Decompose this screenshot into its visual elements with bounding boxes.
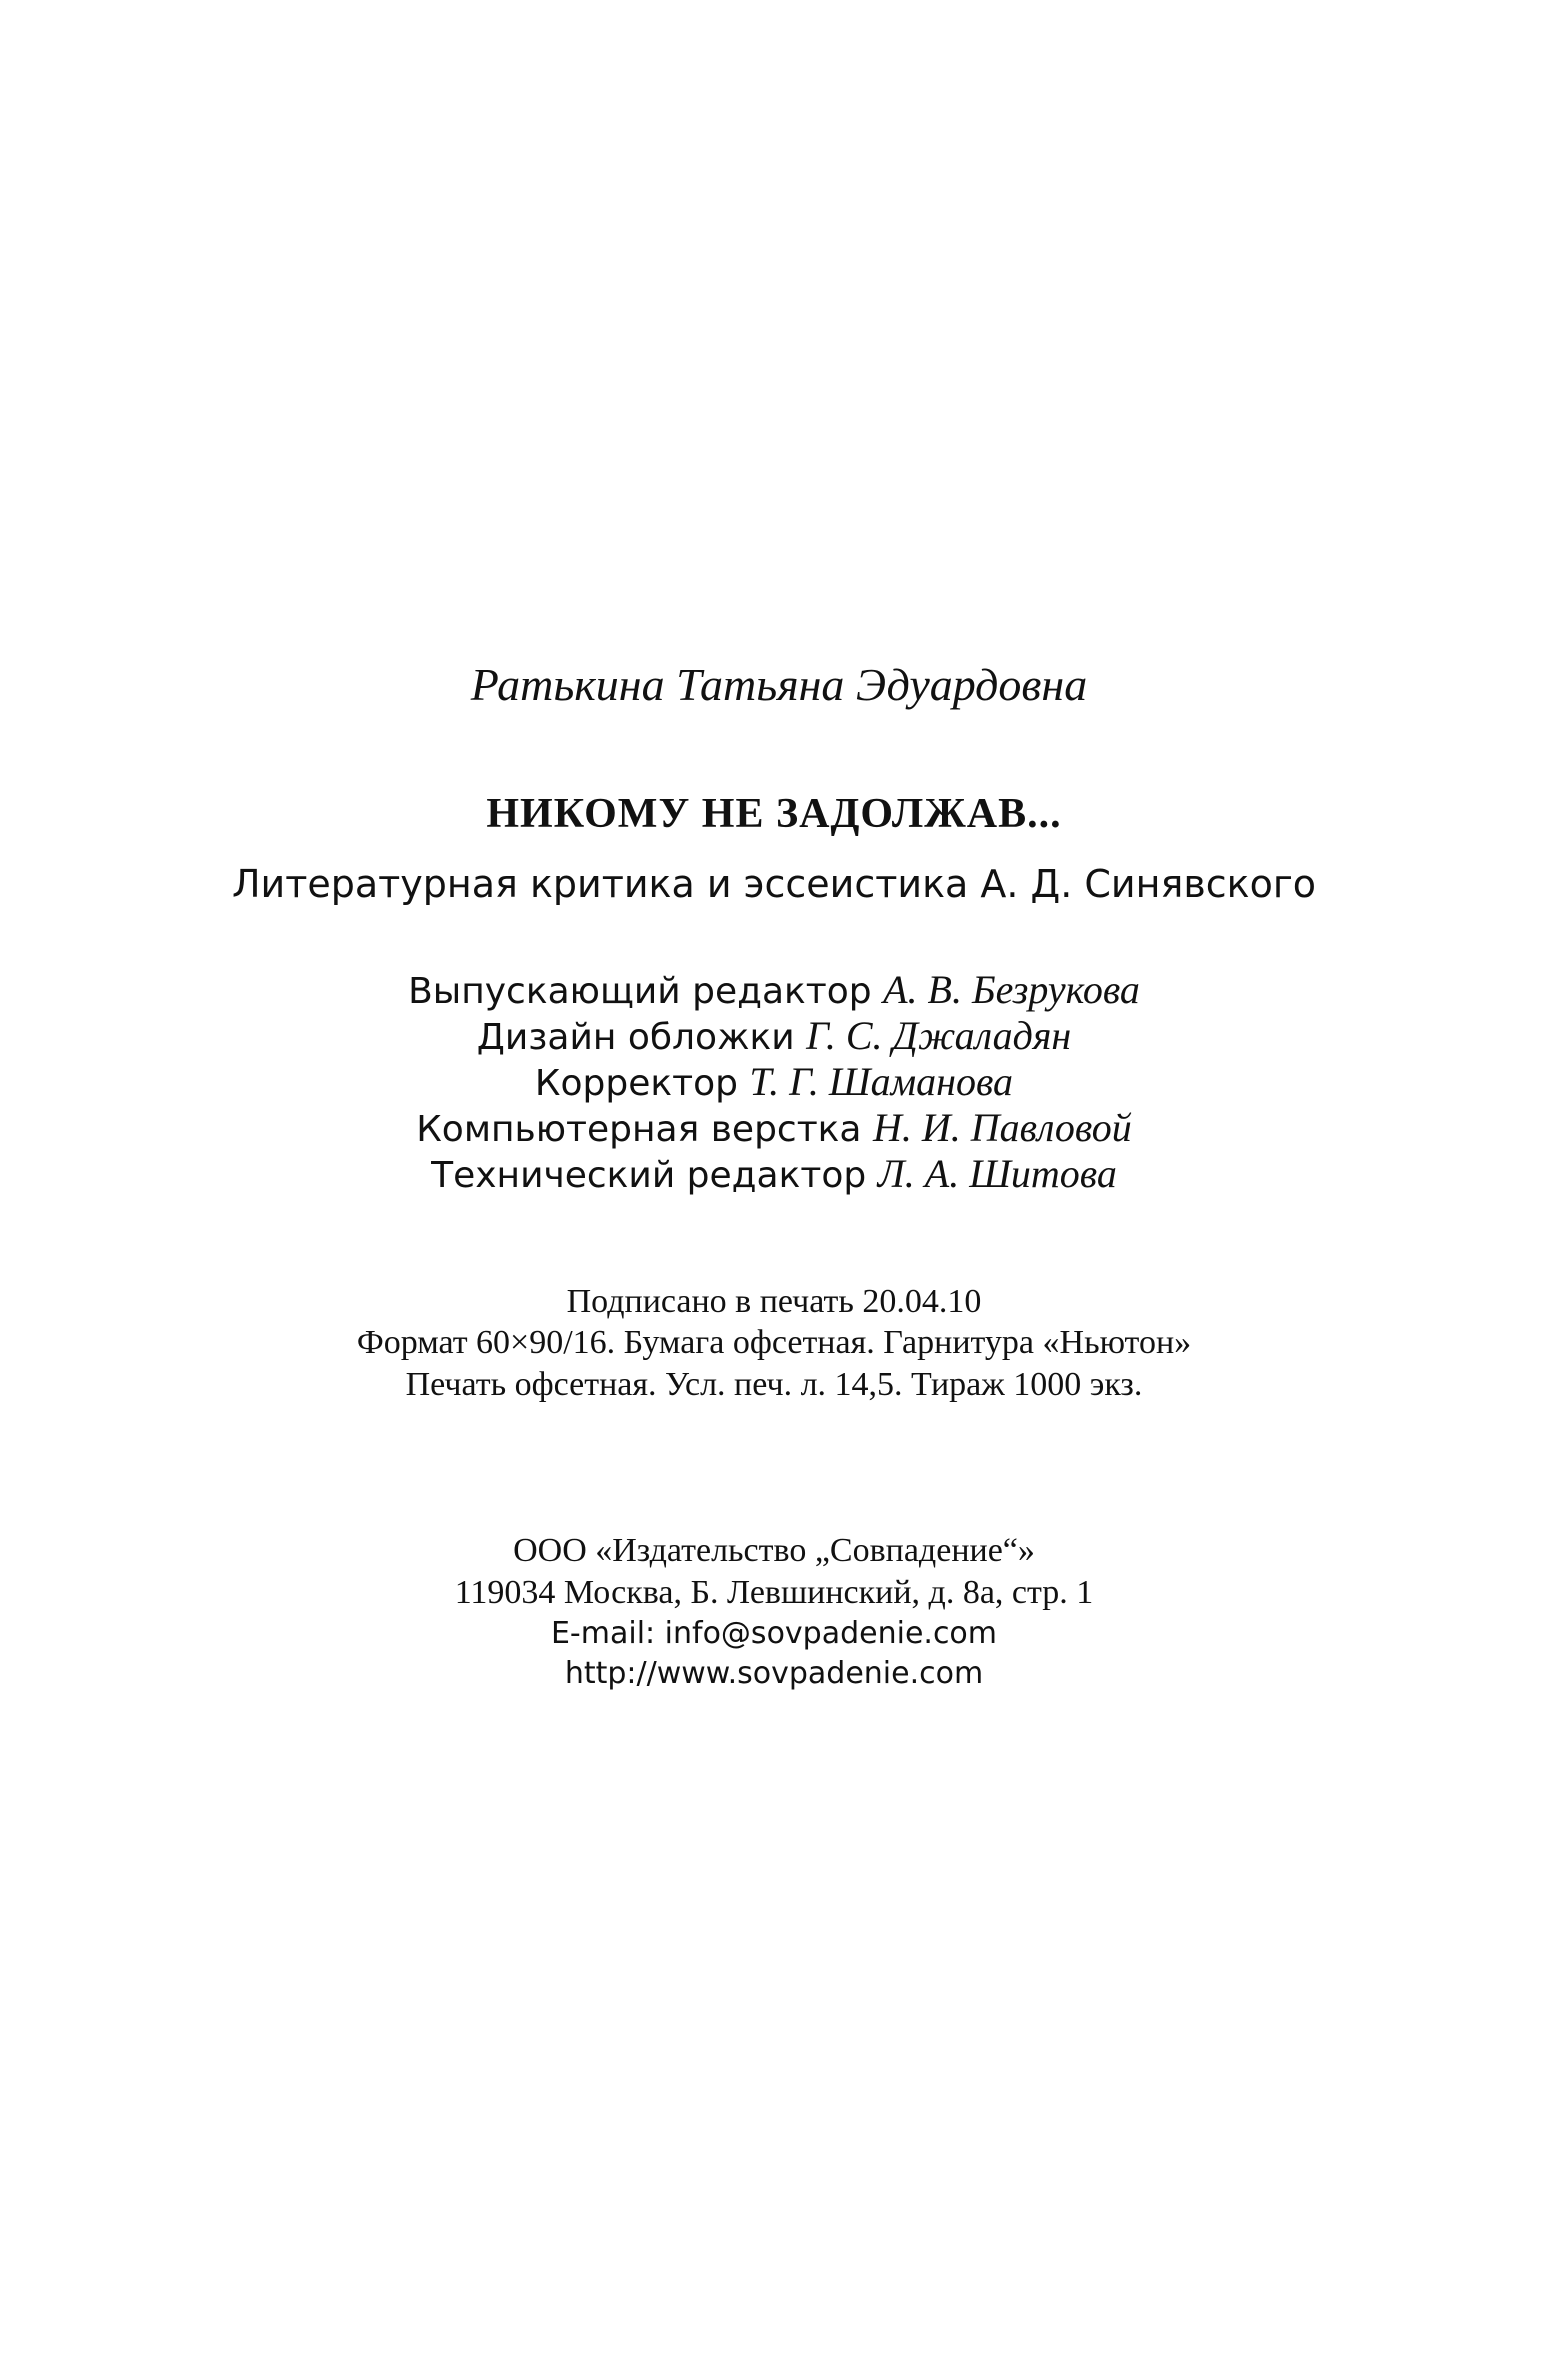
credit-line — [0, 1104, 1548, 1151]
credit-name: Н. И. Павловой — [872, 1105, 1132, 1150]
credit-role: Выпускающий редактор — [408, 971, 872, 1012]
credit-role: Корректор — [534, 1063, 738, 1104]
print-format: Формат 60×90/16. Бумага офсетная. Гарнитура «Ньютон» — [356, 1324, 1192, 1361]
credit-line — [0, 1058, 1548, 1105]
credit-name: А. В. Безрукова — [883, 967, 1140, 1012]
credit-role: Компьютерная верстка — [416, 1109, 862, 1150]
credit-role: Технический редактор — [431, 1155, 867, 1196]
credit-name: Т. Г. Шаманова — [749, 1059, 1014, 1104]
credit-name: Л. А. Шитова — [877, 1151, 1117, 1196]
credit-role: Дизайн обложки — [476, 1017, 795, 1058]
credit-name: Г. С. Джаладян — [806, 1013, 1072, 1058]
print-run: Печать офсетная. Усл. печ. л. 14,5. Тираж 1000 экз. — [405, 1366, 1143, 1403]
book-subtitle: Литературная критика и эссеистика А. Д. Синявского — [231, 862, 1317, 906]
publisher-address: 119034 Москва, Б. Левшинский, д. 8а, стр. 1 — [454, 1574, 1094, 1611]
author-name: Ратькина Татьяна Эдуардовна — [470, 659, 1088, 710]
publisher-name: ООО «Издательство „Совпадение“» — [513, 1532, 1035, 1569]
book-title: НИКОМУ НЕ ЗАДОЛЖАВ... — [486, 791, 1062, 837]
print-signed-date: Подписано в печать 20.04.10 — [566, 1283, 982, 1320]
publisher-website: http://www.sovpadenie.com — [564, 1656, 984, 1691]
credit-line — [0, 1150, 1548, 1197]
credit-line — [0, 1012, 1548, 1059]
publisher-email: E-mail: info@sovpadenie.com — [550, 1616, 998, 1651]
credit-line — [0, 966, 1548, 1013]
